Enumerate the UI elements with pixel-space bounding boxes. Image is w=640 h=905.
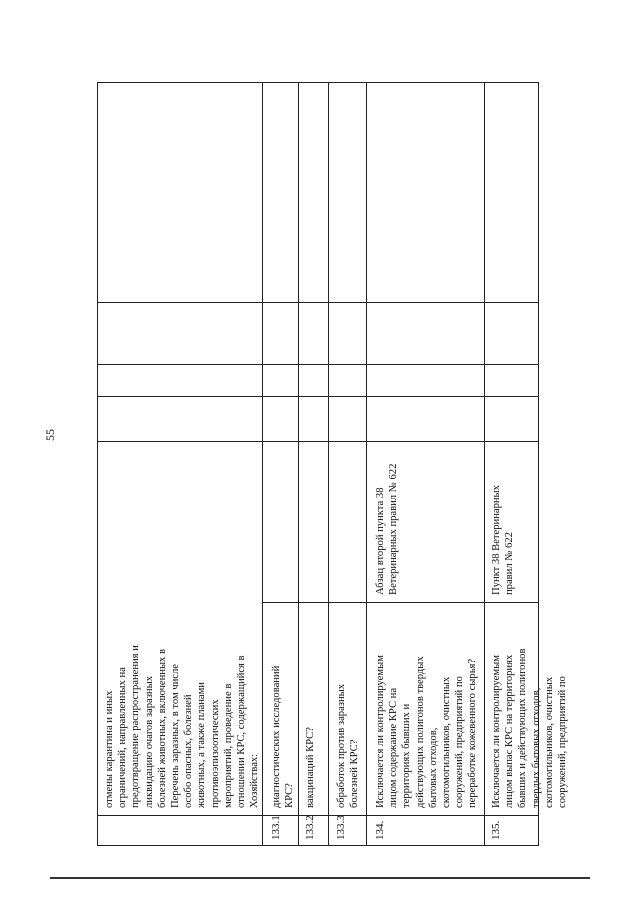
row-separator — [328, 82, 329, 846]
row-number: 135. — [490, 820, 502, 840]
row-number: 133.3 — [335, 815, 347, 840]
question-cell: диагностических исследований КРС? — [271, 665, 296, 808]
question-cell: вакцинаций КРС? — [305, 727, 316, 808]
row-separator — [262, 82, 263, 846]
reference-cell: Пункт 38 Ветеринарных правил № 622 — [491, 485, 516, 595]
question-cell: Исключается ли контролируемым лицом выпас КРС на территориях бывших и действующих полигонов твердых бытовых отходов, скотомогильников, очистных сооружений, предприятий по — [491, 648, 569, 808]
column-separator — [97, 441, 539, 442]
row-separator — [484, 82, 485, 846]
row-number: 133.2 — [304, 815, 316, 840]
question-cell: обработок против заразных болезней КРС? — [336, 683, 361, 808]
row-separator — [298, 82, 299, 846]
bottom-rule — [50, 877, 590, 879]
row-separator — [366, 82, 367, 846]
page-number: 55 — [43, 429, 57, 441]
question-cell: отмены карантина и иных ограничений, направленных на предотвращение распространения и ликвидацию очагов заразных болезней животных, включенных в Перечень заразных, в том числе особо опасных, болезней животных, а также планами противоэпизоотических мероприятий, проведение в отношении КРС, содержащийся в Хозяйствах: — [104, 645, 261, 808]
question-cell: Исключается ли контролируемым лицом содержание КРС на территориях бывших и действующих полигонов твердых бытовых отходов, скотомогильников, очистных сооружений, предприятий по переработке кожевенного сырья? — [375, 655, 479, 808]
row-number: 134. — [374, 820, 386, 840]
reference-cell: Абзац второй пункта 38 Ветеринарных правил № 622 — [375, 463, 400, 595]
column-separator — [97, 302, 539, 303]
column-separator — [97, 815, 539, 816]
column-separator — [97, 396, 539, 397]
column-separator — [97, 364, 539, 365]
row-number: 133.1 — [270, 815, 282, 840]
